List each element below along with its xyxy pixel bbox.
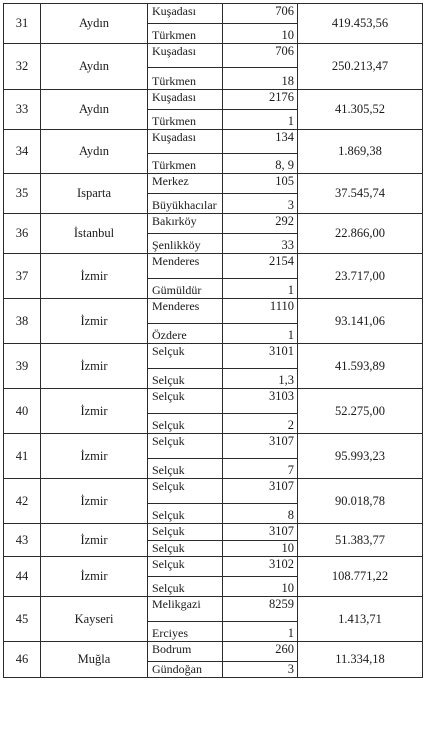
parcel-cell: 33 bbox=[223, 234, 298, 254]
row-number-cell: 43 bbox=[4, 524, 41, 557]
parcel-cell: 10 bbox=[223, 24, 298, 44]
parcel-cell: 3 bbox=[223, 662, 298, 678]
district-cell: Selçuk bbox=[148, 344, 223, 369]
land-records-table bbox=[3, 3, 423, 678]
amount-cell: 51.383,77 bbox=[298, 524, 423, 557]
row-number-cell: 31 bbox=[4, 4, 41, 44]
row-number-cell: 32 bbox=[4, 44, 41, 90]
amount-cell: 22.866,00 bbox=[298, 214, 423, 254]
parcel-cell: 3102 bbox=[223, 557, 298, 577]
table-row bbox=[4, 524, 423, 541]
parcel-cell: 1110 bbox=[223, 299, 298, 324]
province-cell: Muğla bbox=[41, 642, 148, 678]
province-cell: İzmir bbox=[41, 254, 148, 299]
province-cell: Aydın bbox=[41, 130, 148, 174]
parcel-cell: 134 bbox=[223, 130, 298, 154]
table-row bbox=[4, 479, 423, 504]
table-row bbox=[4, 557, 423, 577]
district-cell: Kuşadası bbox=[148, 4, 223, 24]
row-number-cell: 38 bbox=[4, 299, 41, 344]
province-cell: İzmir bbox=[41, 299, 148, 344]
district-cell: Selçuk bbox=[148, 434, 223, 459]
parcel-cell: 1 bbox=[223, 279, 298, 299]
district-cell: Merkez bbox=[148, 174, 223, 194]
amount-cell: 11.334,18 bbox=[298, 642, 423, 678]
parcel-cell: 3103 bbox=[223, 389, 298, 414]
district-cell: Melikgazi bbox=[148, 597, 223, 622]
district-cell: Gündoğan bbox=[148, 662, 223, 678]
province-cell: İzmir bbox=[41, 524, 148, 557]
province-cell: Kayseri bbox=[41, 597, 148, 642]
district-cell: Türkmen bbox=[148, 24, 223, 44]
table-row bbox=[4, 214, 423, 234]
table-row bbox=[4, 44, 423, 68]
parcel-cell: 706 bbox=[223, 4, 298, 24]
district-cell: Selçuk bbox=[148, 369, 223, 389]
row-number-cell: 40 bbox=[4, 389, 41, 434]
parcel-cell: 2 bbox=[223, 414, 298, 434]
amount-cell: 41.593,89 bbox=[298, 344, 423, 389]
district-cell: Selçuk bbox=[148, 389, 223, 414]
table-row bbox=[4, 434, 423, 459]
parcel-cell: 10 bbox=[223, 577, 298, 597]
amount-cell: 52.275,00 bbox=[298, 389, 423, 434]
district-cell: Selçuk bbox=[148, 577, 223, 597]
table-row bbox=[4, 344, 423, 369]
parcel-cell: 2154 bbox=[223, 254, 298, 279]
table-row bbox=[4, 4, 423, 24]
district-cell: Selçuk bbox=[148, 459, 223, 479]
row-number-cell: 34 bbox=[4, 130, 41, 174]
district-cell: Menderes bbox=[148, 299, 223, 324]
district-cell: Erciyes bbox=[148, 622, 223, 642]
table-row bbox=[4, 90, 423, 110]
table-row bbox=[4, 130, 423, 154]
parcel-cell: 3107 bbox=[223, 434, 298, 459]
parcel-cell: 292 bbox=[223, 214, 298, 234]
province-cell: İzmir bbox=[41, 344, 148, 389]
parcel-cell: 706 bbox=[223, 44, 298, 68]
parcel-cell: 18 bbox=[223, 68, 298, 90]
province-cell: İzmir bbox=[41, 389, 148, 434]
row-number-cell: 42 bbox=[4, 479, 41, 524]
district-cell: Menderes bbox=[148, 254, 223, 279]
table-row bbox=[4, 642, 423, 662]
amount-cell: 93.141,06 bbox=[298, 299, 423, 344]
province-cell: İzmir bbox=[41, 434, 148, 479]
parcel-cell: 2176 bbox=[223, 90, 298, 110]
amount-cell: 95.993,23 bbox=[298, 434, 423, 479]
parcel-cell: 1 bbox=[223, 622, 298, 642]
district-cell: Bakırköy bbox=[148, 214, 223, 234]
district-cell: Kuşadası bbox=[148, 90, 223, 110]
parcel-cell: 3107 bbox=[223, 479, 298, 504]
district-cell: Selçuk bbox=[148, 504, 223, 524]
table-body bbox=[4, 4, 423, 678]
row-number-cell: 36 bbox=[4, 214, 41, 254]
table-row bbox=[4, 389, 423, 414]
amount-cell: 250.213,47 bbox=[298, 44, 423, 90]
amount-cell: 90.018,78 bbox=[298, 479, 423, 524]
district-cell: Selçuk bbox=[148, 414, 223, 434]
parcel-cell: 10 bbox=[223, 541, 298, 557]
province-cell: Isparta bbox=[41, 174, 148, 214]
table-row bbox=[4, 299, 423, 324]
parcel-cell: 8259 bbox=[223, 597, 298, 622]
amount-cell: 23.717,00 bbox=[298, 254, 423, 299]
parcel-cell: 7 bbox=[223, 459, 298, 479]
amount-cell: 37.545,74 bbox=[298, 174, 423, 214]
parcel-cell: 1,3 bbox=[223, 369, 298, 389]
table-row bbox=[4, 254, 423, 279]
parcel-cell: 3 bbox=[223, 194, 298, 214]
amount-cell: 419.453,56 bbox=[298, 4, 423, 44]
district-cell: Gümüldür bbox=[148, 279, 223, 299]
province-cell: İstanbul bbox=[41, 214, 148, 254]
amount-cell: 41.305,52 bbox=[298, 90, 423, 130]
province-cell: Aydın bbox=[41, 4, 148, 44]
row-number-cell: 44 bbox=[4, 557, 41, 597]
province-cell: İzmir bbox=[41, 557, 148, 597]
district-cell: Özdere bbox=[148, 324, 223, 344]
table-row bbox=[4, 174, 423, 194]
row-number-cell: 37 bbox=[4, 254, 41, 299]
parcel-cell: 8, 9 bbox=[223, 154, 298, 174]
district-cell: Türkmen bbox=[148, 68, 223, 90]
row-number-cell: 45 bbox=[4, 597, 41, 642]
table-row bbox=[4, 597, 423, 622]
district-cell: Bodrum bbox=[148, 642, 223, 662]
row-number-cell: 41 bbox=[4, 434, 41, 479]
parcel-cell: 8 bbox=[223, 504, 298, 524]
district-cell: Türkmen bbox=[148, 110, 223, 130]
district-cell: Büyükhacılar bbox=[148, 194, 223, 214]
row-number-cell: 35 bbox=[4, 174, 41, 214]
row-number-cell: 39 bbox=[4, 344, 41, 389]
district-cell: Kuşadası bbox=[148, 130, 223, 154]
district-cell: Selçuk bbox=[148, 557, 223, 577]
parcel-cell: 1 bbox=[223, 110, 298, 130]
row-number-cell: 46 bbox=[4, 642, 41, 678]
parcel-cell: 105 bbox=[223, 174, 298, 194]
province-cell: Aydın bbox=[41, 44, 148, 90]
district-cell: Kuşadası bbox=[148, 44, 223, 68]
district-cell: Türkmen bbox=[148, 154, 223, 174]
row-number-cell: 33 bbox=[4, 90, 41, 130]
district-cell: Selçuk bbox=[148, 524, 223, 541]
district-cell: Selçuk bbox=[148, 479, 223, 504]
amount-cell: 1.869,38 bbox=[298, 130, 423, 174]
district-cell: Selçuk bbox=[148, 541, 223, 557]
district-cell: Şenlikköy bbox=[148, 234, 223, 254]
amount-cell: 108.771,22 bbox=[298, 557, 423, 597]
parcel-cell: 3107 bbox=[223, 524, 298, 541]
amount-cell: 1.413,71 bbox=[298, 597, 423, 642]
parcel-cell: 260 bbox=[223, 642, 298, 662]
province-cell: İzmir bbox=[41, 479, 148, 524]
province-cell: Aydın bbox=[41, 90, 148, 130]
parcel-cell: 1 bbox=[223, 324, 298, 344]
parcel-cell: 3101 bbox=[223, 344, 298, 369]
